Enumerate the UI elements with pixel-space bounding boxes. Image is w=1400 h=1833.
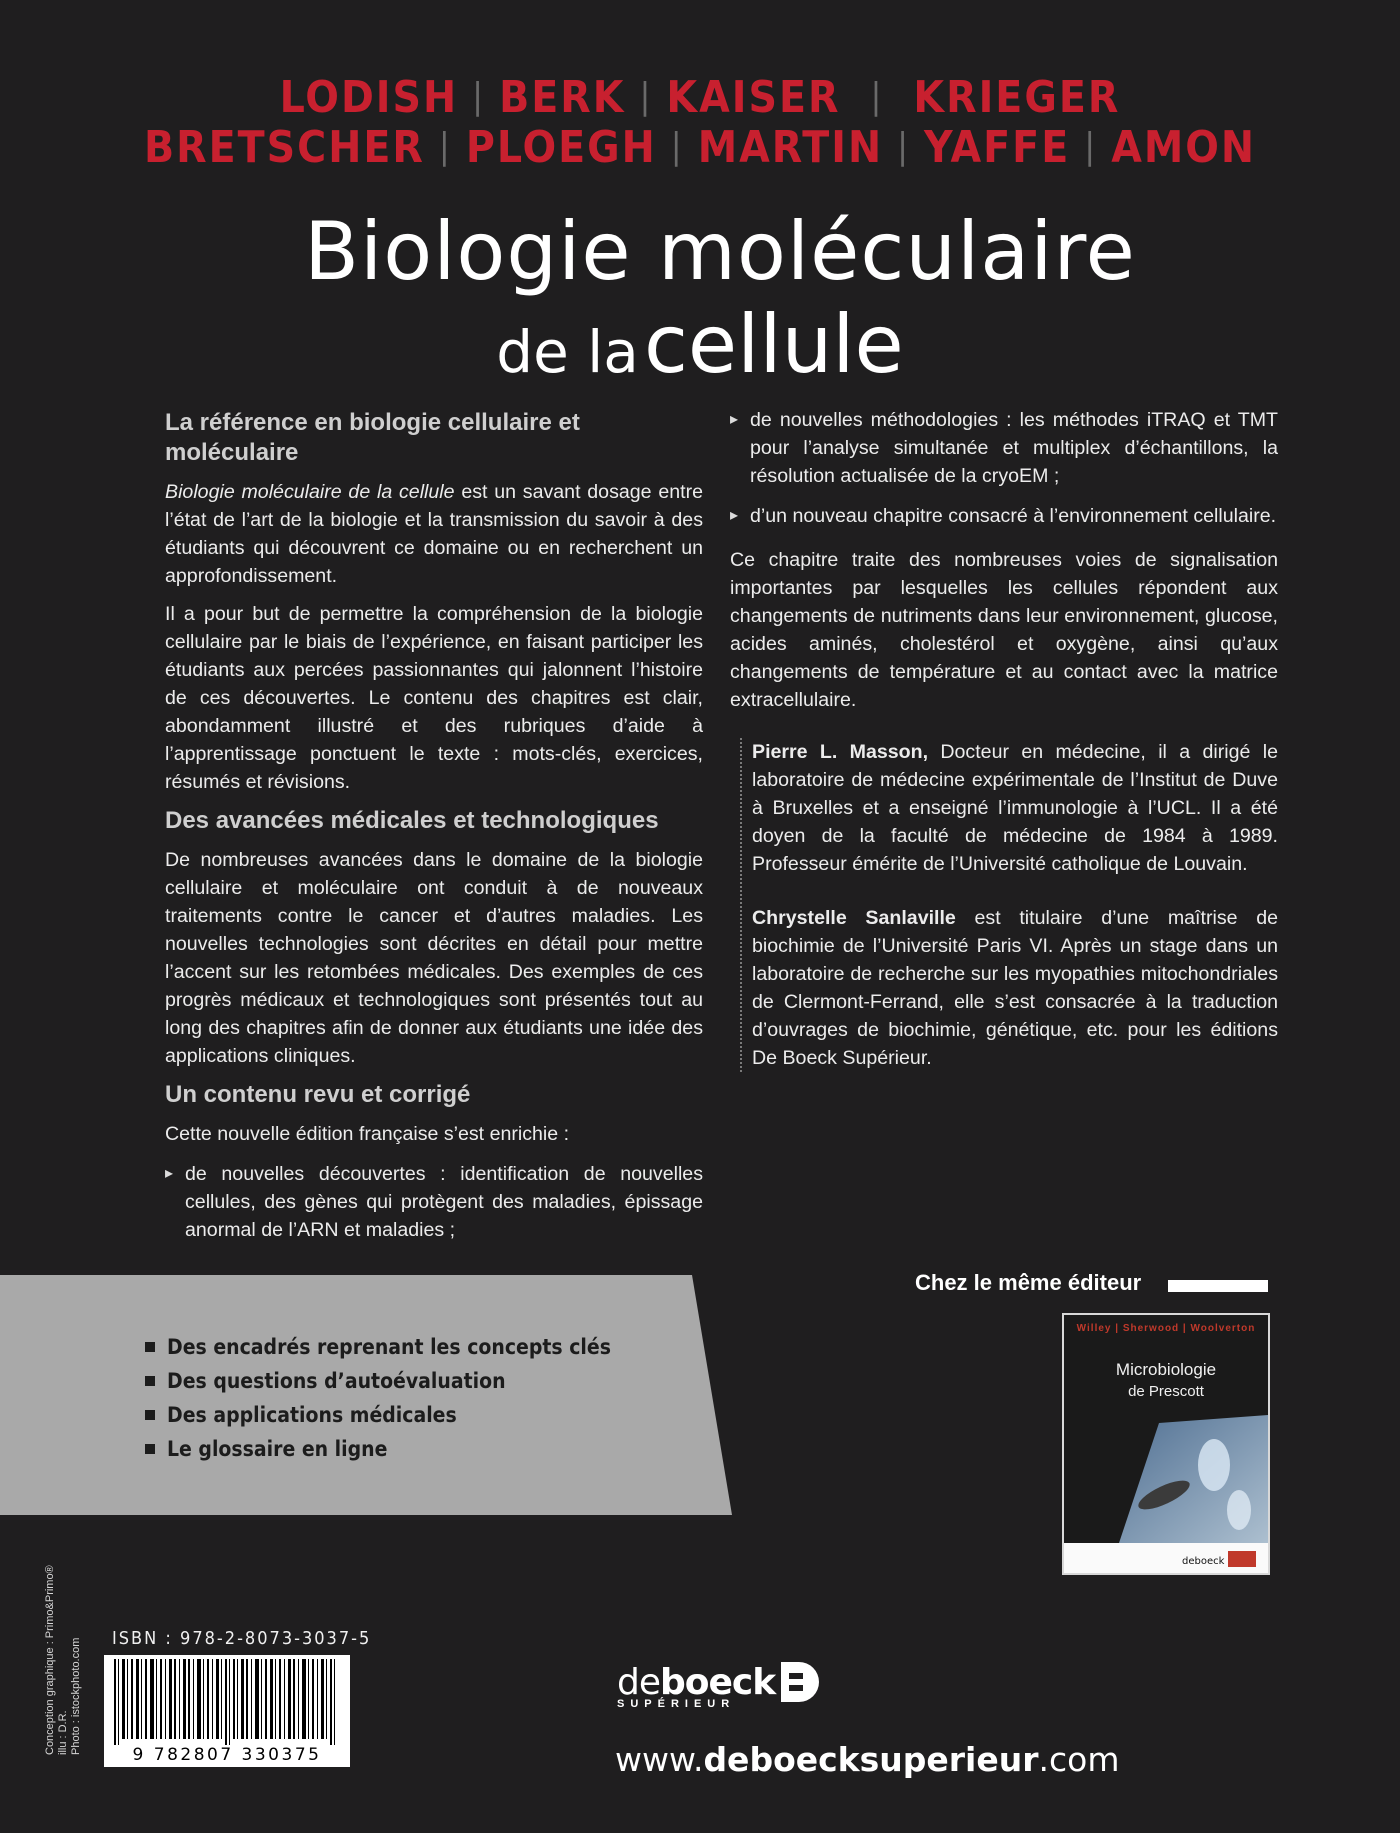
book-title-line-1: Biologie moléculaire xyxy=(304,205,1136,298)
chapter-paragraph: Ce chapitre traite des nombreuses voies de signalisation importantes par lesquelles les cellules répondent aux changements de nutriments dans leur environnement, glucose, acides aminés, cholestérol et oxygène, ainsi qu’aux changements de température et au contact avec la matrice extracellulaire. xyxy=(730,549,1278,711)
intro-text: est un savant dosage entre l’état de l’art de la biologie et la transmission du savoir à des étudiants qui découvrent ce domaine ou en recherchent un approfondissement. xyxy=(165,481,703,587)
intro-book-title: Biologie moléculaire de la cellule xyxy=(165,481,455,503)
logo-part-1: de xyxy=(617,1661,660,1703)
barcode-bars-icon xyxy=(104,1655,350,1747)
feature-item: Des applications médicales xyxy=(145,1398,611,1432)
bio-masson xyxy=(752,738,1278,878)
barcode-number: 9 782807 330375 xyxy=(104,1745,350,1765)
url-domain: deboecksuperieur xyxy=(703,1740,1039,1779)
features-list xyxy=(145,1330,611,1466)
author-name: MARTIN xyxy=(697,122,884,173)
author-name: AMON xyxy=(1111,122,1257,173)
author-separator: | xyxy=(438,126,452,167)
author-separator: | xyxy=(472,76,486,117)
author-name: KAISER xyxy=(666,72,841,123)
related-book-title-main: Microbiologie xyxy=(1115,1360,1217,1379)
authors-row-2 xyxy=(0,122,1400,177)
bacteria-illustration-icon xyxy=(1064,1315,1268,1573)
logo-subtitle: SUPÉRIEUR xyxy=(617,1698,736,1710)
advances-paragraph: De nombreuses avancées dans le domaine de la biologie cellulaire et moléculaire ont conduit à de nouveaux traitements contre le cancer et d’autres maladies. Les nouvelles technologies sont décrites en détail pour mettre l’accent sur les retombées médicales. Des exemples de ces progrès médicaux et technologiques sont présentés tout au long des chapitres afin de donner aux étudiants une idée des applications cliniques. xyxy=(165,849,703,1067)
author-name: KRIEGER xyxy=(913,72,1121,123)
author-separator: | xyxy=(1084,126,1098,167)
logo-d-mark-icon xyxy=(779,1660,821,1704)
bio-sanlaville-text: est titulaire d’une maîtrise de biochimie de l’Université Paris VI. Après un stage dans un laboratoire de recherche sur les myopathies mitochondriales de Clermont-Ferrand, elle s’est consacrée à la traduction d’ouvrages de biochimie, génétique, etc. pour les éditions De Boeck Supérieur. xyxy=(752,907,1279,1069)
feature-item: Le glossaire en ligne xyxy=(145,1432,611,1466)
credit-line: illu : D.R. xyxy=(57,1710,69,1755)
bio-masson-name: Pierre L. Masson, xyxy=(752,741,929,763)
author-separator: | xyxy=(670,126,684,167)
publisher-logo xyxy=(617,1660,821,1710)
author-separator: | xyxy=(639,76,653,117)
author-name: BERK xyxy=(499,72,626,123)
section-heading-revised: Un contenu revu et corrigé xyxy=(165,1081,471,1108)
url-prefix: www. xyxy=(615,1740,704,1779)
goal-paragraph: Il a pour but de permettre la compréhension de la biologie cellulaire par le biais de l’expérience, en faisant participer les étudiants aux percées passionnantes qui jalonnent l’histoire de ces découvertes. Le contenu des chapitres est clair, abondamment illustré et des rubriques d’aide à l’apprentissage ponctuent le texte : mots-clés, exercices, résumés et révisions. xyxy=(165,603,703,793)
author-separator: | xyxy=(870,76,884,117)
title-de-la: de la xyxy=(496,318,639,386)
intro-paragraph xyxy=(165,478,703,590)
section-heading-reference: La référence en biologie cellulaire et moléculaire xyxy=(165,409,580,466)
feature-item: Des questions d’autoévaluation xyxy=(145,1364,611,1398)
author-name: YAFFE xyxy=(924,122,1071,173)
section-heading-advances: Des avancées médicales et technologiques xyxy=(165,807,659,834)
author-separator: | xyxy=(897,126,911,167)
title-cellule: cellule xyxy=(643,298,904,391)
header-bar xyxy=(1168,1280,1268,1292)
author-name: PLOEGH xyxy=(465,122,657,173)
author-name: BRETSCHER xyxy=(143,122,425,173)
bullet-methodologies: ▸ de nouvelles méthodologies : les méthodes iTRAQ et TMT pour l’analyse simultanée et multiplex d’échantillons, la résolution actualisée de la cryoEM ; xyxy=(730,406,1278,490)
authors-row-1 xyxy=(0,72,1400,127)
related-book-cover[interactable] xyxy=(1062,1313,1270,1575)
credit-line: Photo : istockphoto.com xyxy=(70,1637,82,1755)
bullet-new-chapter: ▸ d’un nouveau chapitre consacré à l’environnement cellulaire. xyxy=(730,502,1278,530)
logo-part-2: boeck xyxy=(660,1661,776,1703)
left-column xyxy=(165,408,703,1256)
author-name: LODISH xyxy=(279,72,459,123)
right-column xyxy=(730,406,1278,1098)
bio-masson-text: Docteur en médecine, il a dirigé le laboratoire de médecine expérimentale de l’Institut de Duve à Bruxelles et a enseigné l’immunologie à l’UCL. Il a été doyen de la faculté de médecine de 1984 à 1989. Professeur émérite de l’Université catholique de Louvain. xyxy=(752,741,1278,875)
publisher-website-link[interactable] xyxy=(615,1740,1119,1779)
bio-sanlaville xyxy=(752,904,1278,1072)
url-suffix: .com xyxy=(1038,1740,1120,1779)
bio-sanlaville-name: Chrystelle Sanlaville xyxy=(752,907,956,929)
isbn: ISBN : 978-2-8073-3037-5 xyxy=(112,1628,372,1649)
related-book-authors: Willey | Sherwood | Woolverton xyxy=(1076,1323,1256,1334)
barcode xyxy=(104,1655,350,1767)
credit-line: Conception graphique : Primo&Primo® xyxy=(44,1565,56,1755)
logo-wordmark xyxy=(617,1662,775,1703)
bios-block xyxy=(740,738,1278,1072)
feature-item: Des encadrés reprenant les concepts clés xyxy=(145,1330,611,1364)
svg-text:deboeck: deboeck xyxy=(1182,1556,1225,1567)
enriched-intro: Cette nouvelle édition française s’est enrichie : xyxy=(165,1123,570,1145)
same-publisher-header: Chez le même éditeur xyxy=(915,1270,1142,1295)
credits xyxy=(44,1565,83,1755)
book-title-line-2 xyxy=(0,298,1400,391)
related-book-subtitle: de Prescott xyxy=(1128,1383,1204,1400)
bullet-discoveries: ▸ de nouvelles découvertes : identification de nouvelles cellules, des gènes qui protègent des maladies, épissage anormal de l’ARN et maladies ; xyxy=(165,1160,703,1244)
